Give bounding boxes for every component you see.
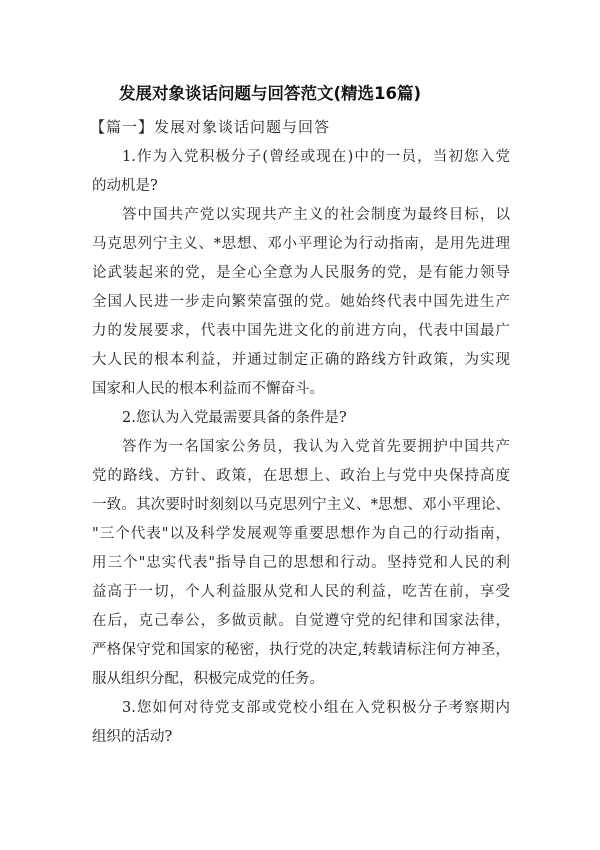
text-line: 3.您如何对待党支部或党校小组在入党积极分子考察期内 [122, 700, 510, 716]
text-line: 答中国共产党以实现共产主义的社会制度为最终目标，以 [122, 207, 510, 223]
document-title: 发展对象谈话问题与回答范文(精选16篇) [118, 84, 422, 103]
text-line: 2.您认为入党最需要具备的条件是? [122, 410, 347, 426]
text-line: 马克思列宁主义、*思想、邓小平理论为行动指南，是用先进理 [92, 236, 510, 252]
text-line: 论武装起来的党，是全心全意为人民服务的党，是有能力领导 [92, 265, 510, 281]
text-line: 在后，克己奉公，多做贡献。自觉遵守党的纪律和国家法律， [92, 613, 510, 629]
text-line: 力的发展要求，代表中国先进文化的前进方向，代表中国最广 [92, 323, 510, 339]
text-line: 国家和人民的根本利益而不懈奋斗。 [92, 381, 324, 397]
section-heading: 【篇一】发展对象谈话问题与回答 [90, 118, 331, 136]
text-line: 组织的活动? [92, 729, 173, 745]
text-line: 一致。其次要时时刻刻以马克思列宁主义、*思想、邓小平理论、 [92, 497, 510, 513]
text-line: 大人民的根本利益，并通过制定正确的路线方针政策，为实现 [92, 352, 510, 368]
text-line: 全国人民进一步走向繁荣富强的党。她始终代表中国先进生产 [92, 294, 510, 310]
text-line: 用三个"忠实代表"指导自己的思想和行动。坚持党和人民的利 [92, 555, 510, 571]
text-line: 的动机是? [92, 178, 158, 194]
text-line: "三个代表"以及科学发展观等重要思想作为自己的行动指南， [92, 526, 510, 542]
text-line: 服从组织分配，积极完成党的任务。 [92, 671, 324, 687]
text-line: 严格保守党和国家的秘密，执行党的决定,转载请标注何方神圣， [92, 642, 510, 658]
text-line: 益高于一切，个人利益服从党和人民的利益，吃苦在前，享受 [92, 584, 510, 600]
text-line: 党的路线、方针、政策，在思想上、政治上与党中央保持高度 [92, 468, 510, 484]
text-line: 1.作为入党积极分子(曾经或现在)中的一员，当初您入党 [122, 149, 510, 165]
text-line: 答作为一名国家公务员，我认为入党首先要拥护中国共产 [122, 439, 510, 455]
